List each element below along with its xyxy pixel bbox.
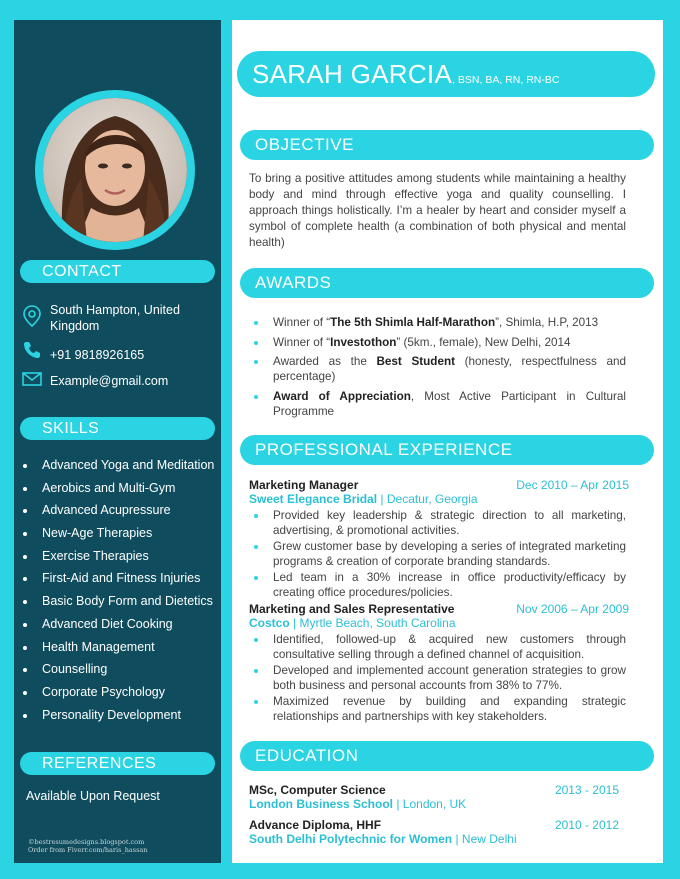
education-dates: 2010 - 2012	[554, 818, 619, 832]
award-pre: Winner of “	[273, 335, 331, 349]
job-dates: Nov 2006 – Apr 2009	[516, 602, 629, 616]
credit-line-1: ©bestresumedesigns.blogspot.com	[28, 838, 145, 846]
education-entry	[249, 818, 619, 847]
bullet-icon	[23, 714, 27, 718]
job-bullet	[249, 633, 626, 662]
education-heading: EDUCATION	[240, 741, 654, 771]
job-title: Marketing and Sales Representative	[249, 602, 455, 616]
company-location: | Decatur, Georgia	[377, 492, 478, 506]
school-line	[249, 832, 619, 847]
skill-label: Health Management	[42, 639, 155, 654]
job-entry	[249, 478, 629, 600]
bullet-icon	[254, 360, 258, 364]
bullet-icon	[23, 555, 27, 559]
contact-phone: +91 9818926165	[50, 348, 145, 362]
bullet-icon	[254, 669, 258, 673]
skill-item	[22, 636, 214, 659]
school-name: London Business School	[249, 797, 394, 811]
job-dates: Dec 2010 – Apr 2015	[516, 478, 629, 492]
name-banner	[237, 51, 655, 97]
bullet-icon	[23, 577, 27, 581]
job-bullets	[249, 633, 626, 724]
bullet-icon	[23, 668, 27, 672]
profile-photo-ring	[35, 90, 195, 250]
contact-email: Example@gmail.com	[50, 374, 169, 388]
bullet-icon	[254, 545, 258, 549]
objective-text: To bring a positive attitudes among students while maintaining a healthy body and mind through effective yoga and quality counselling. I approach things holistically. I’m a healer by heart and consider myself a symbol of complete health (a combination of both physical and mental health)	[249, 172, 626, 249]
skill-label: Advanced Yoga and Meditation	[42, 458, 215, 472]
skill-item	[22, 681, 214, 704]
job-company-line	[249, 492, 629, 507]
bullet-icon	[254, 341, 258, 345]
bullet-icon	[23, 600, 27, 604]
contact-address	[50, 302, 180, 334]
skill-label: Advanced Diet Cooking	[42, 616, 173, 631]
school-name: South Delhi Polytechnic for Women	[249, 832, 453, 846]
education-header	[249, 783, 619, 797]
job-bullet-text: Identified, followed-up & acquired new customers through consultative selling through a defined channel of acquisition.	[273, 633, 626, 661]
job-bullet-text: Provided key leadership & strategic direction to all marketing, advertising, & promotional activities.	[273, 509, 626, 537]
job-bullets	[249, 509, 626, 600]
address-line-1: South Hampton, United	[50, 303, 180, 317]
references-text: Available Upon Request	[26, 789, 160, 803]
award-bold: Investothon	[330, 335, 397, 349]
job-bullet-text: Grew customer base by developing a series of integrated marketing programs & creation of corporate branding standards.	[273, 540, 626, 568]
school-location: | New Delhi	[452, 832, 517, 846]
full-name: SARAH GARCIA	[252, 59, 453, 89]
degree: MSc, Computer Science	[249, 783, 386, 797]
job-bullet	[249, 540, 626, 569]
objective-heading: OBJECTIVE	[240, 130, 654, 160]
job-title: Marketing Manager	[249, 478, 359, 492]
job-bullet-text: Developed and implemented account generation strategies to grow both business and personal accounts from 38% to 77%.	[273, 664, 626, 692]
award-post: (honesty, respectfulness and percentage)	[273, 355, 627, 383]
award-item	[249, 355, 626, 384]
skill-label: Aerobics and Multi-Gym	[42, 480, 176, 495]
bullet-icon	[254, 576, 258, 580]
skill-label: Counselling	[42, 662, 108, 677]
contact-heading: CONTACT	[20, 260, 215, 283]
job-bullet	[249, 695, 626, 724]
bullet-icon	[254, 395, 258, 399]
skill-label: Advanced Acupressure	[42, 503, 171, 518]
skill-label: New-Age Therapies	[42, 526, 153, 541]
school-location: | London, UK	[393, 797, 467, 811]
location-pin-icon	[22, 305, 42, 325]
skill-item	[22, 454, 214, 477]
bullet-icon	[23, 646, 27, 650]
awards-heading: AWARDS	[240, 268, 654, 298]
skill-item	[22, 613, 214, 636]
job-bullet-text: Maximized revenue by building and expanding strategic relationships and partnerships with key stakeholders.	[273, 695, 626, 723]
sidebar	[14, 20, 221, 863]
skill-label: Exercise Therapies	[42, 548, 149, 563]
main-content	[232, 20, 663, 863]
bullet-icon	[23, 464, 27, 468]
envelope-icon	[22, 371, 42, 391]
award-item	[249, 316, 626, 331]
award-post: , Most Active Participant in Cultural Programme	[273, 390, 626, 418]
bullet-icon	[23, 691, 27, 695]
address-line-2: Kingdom	[50, 319, 100, 333]
skill-item	[22, 522, 214, 545]
experience-heading: PROFESSIONAL EXPERIENCE	[240, 435, 654, 465]
bullet-icon	[23, 487, 27, 491]
bullet-icon	[254, 638, 258, 642]
bullet-icon	[23, 509, 27, 513]
skills-heading: SKILLS	[20, 417, 215, 440]
bullet-icon	[254, 321, 258, 325]
skill-label: Basic Body Form and Dietetics	[42, 594, 213, 609]
degree: Advance Diploma, HHF	[249, 818, 382, 832]
bullet-icon	[254, 700, 258, 704]
skill-label: First-Aid and Fitness Injuries	[42, 571, 201, 586]
company-name: Sweet Elegance Bridal	[249, 492, 378, 506]
award-bold: Best Student	[376, 355, 455, 368]
bullet-icon	[254, 514, 258, 518]
skill-item	[22, 590, 214, 613]
company-name: Costco	[249, 616, 290, 630]
award-bold: Award of Appreciation	[273, 390, 411, 403]
bullet-icon	[23, 623, 27, 627]
job-bullet	[249, 664, 626, 693]
award-post: ” (5km., female), New Delhi, 2014	[396, 335, 571, 349]
job-bullet	[249, 509, 626, 538]
skill-item	[22, 545, 214, 568]
school-line	[249, 797, 619, 812]
references-heading: REFERENCES	[20, 752, 215, 775]
award-item	[249, 336, 626, 351]
skill-item	[22, 704, 214, 727]
education-dates: 2013 - 2015	[554, 783, 619, 797]
job-header	[249, 478, 629, 492]
awards-list	[249, 316, 626, 419]
skill-item	[22, 658, 214, 681]
skill-item	[22, 567, 214, 590]
company-location: | Myrtle Beach, South Carolina	[289, 616, 456, 630]
phone-icon	[22, 340, 42, 360]
job-header	[249, 602, 629, 616]
job-bullet-text: Led team in a 30% increase in office productivity/efficacy by creating office procedures/policies.	[273, 571, 626, 599]
skill-label: Corporate Psychology	[42, 684, 165, 699]
skill-item	[22, 499, 214, 522]
job-entry	[249, 602, 629, 724]
education-entry	[249, 783, 619, 812]
bullet-icon	[23, 532, 27, 536]
award-post: ”, Shimla, H.P, 2013	[495, 316, 599, 329]
education-header	[249, 818, 619, 832]
job-bullet	[249, 571, 626, 600]
credit	[28, 838, 147, 854]
skills-list	[22, 454, 214, 726]
award-pre: Awarded as the	[273, 355, 377, 368]
skill-label: Personality Development	[42, 707, 181, 722]
profile-photo	[43, 98, 187, 242]
credit-line-2: Order from Fiverr.com/haris_hassan	[28, 846, 148, 854]
credentials: , BSN, BA, RN, RN-BC	[452, 74, 560, 86]
award-item	[249, 390, 626, 419]
job-company-line	[249, 616, 629, 631]
award-bold: The 5th Shimla Half-Marathon	[330, 316, 496, 329]
skill-item	[22, 477, 214, 500]
award-pre: Winner of “	[273, 316, 331, 329]
